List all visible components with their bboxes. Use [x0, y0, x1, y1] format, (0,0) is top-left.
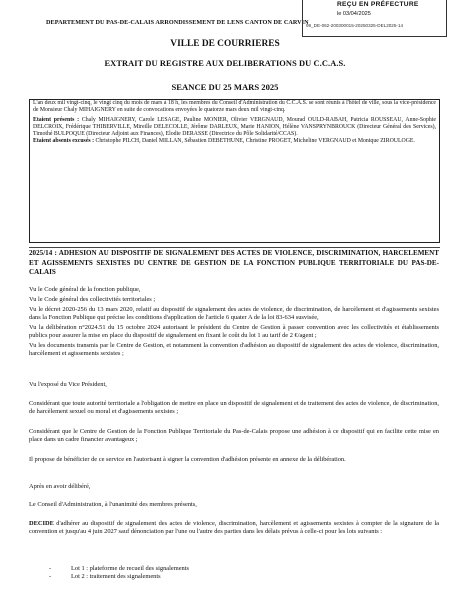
decide-label: DECIDE	[29, 520, 54, 527]
department-header: DEPARTEMENT DU PAS-DE-CALAIS ARRONDISSEMENT DE LENS CANTON DE CARVIN	[46, 19, 309, 26]
session-title: SEANCE DU 25 MARS 2025	[171, 82, 279, 92]
deliberation-subject: 2025/14 : ADHESION AU DISPOSITIF DE SIGNALEMENT DES ACTES DE VIOLENCE, DISCRIMINATION, HARCELEMENT ET AGISSEMENTS SEXISTES DU CENTRE DE GESTION DE LA FONCTION PUBLIQUE TERRITORIALE DU PAS-DE-CALAIS	[29, 249, 439, 277]
attendance-box	[29, 99, 440, 243]
stamp-reference: 99_DE-062-200300015-20250325-DEL2025-14	[306, 23, 404, 28]
vu-section	[29, 286, 439, 360]
considerant-2: Considérant que le Centre de Gestion de la Fonction Publique Territoriale du Pas-de-Calais propose une adhésion à ce dispositif qui en facilite cette mise en place dans un cadre financier avantageux ;	[29, 428, 439, 444]
lots-list	[29, 565, 439, 582]
list-item: - Lot 2 : traitement des signalements	[49, 573, 161, 581]
lot-1: Lot 1 : plateforme de recueil des signalements	[71, 565, 190, 572]
stamp-date: le 03/04/2025	[337, 11, 371, 17]
vu-item: Vu le Code général des collectivités territoriales ;	[29, 295, 156, 303]
attendance-intro: L'an deux mil vingt-cinq, le vingt cinq du mois de mars à 18 h, les membres du Conseil d'Administration du C.C.A.S. se sont réunis à l'hôtel de ville, sous la vice-présidence de Monsieur Chaly MIHAIGNERY en suite de convocations envoyées le quatorze mars deux mil vingt-cinq.	[33, 100, 436, 114]
town-title: VILLE DE COURRIERES	[170, 39, 280, 49]
list-item: - Lot 1 : plateforme de recueil des signalements	[49, 565, 190, 572]
after-deliberation: Après en avoir délibéré,	[29, 483, 91, 490]
considerant-1: Considérant que toute autorité territoriale a l'obligation de mettre en place un dispositif de signalement et de traitement des actes de violence, de discrimination, de harcèlement sexuel ou moral et d'agissements sexistes ;	[29, 400, 439, 416]
decision-paragraph	[29, 520, 439, 537]
lot-2: Lot 2 : traitement des signalements	[71, 573, 161, 581]
present-label: Etaient présents :	[33, 116, 80, 123]
vu-item: Vu les documents transmis par le Centre de Gestion, et notamment la convention d'adhésion au dispositif de signalement des actes de violence, discrimination, harcèlement et agissements sexistes ;	[29, 342, 439, 358]
excused-paragraph	[30, 138, 439, 145]
vu-item: Vu le Code général de la fonction publique,	[29, 286, 141, 293]
excused-label: Etaient absents excusés :	[33, 138, 95, 145]
vu-item: Vu la délibération n°2024.51 du 15 octobre 2024 autorisant le président du Centre de Gestion à passer convention avec les collectivités et établissements publics pour assurer la mise en place du dispositif de signalement en fixant le coût du lot 1 au tarif de 2 €/agent ;	[29, 323, 439, 340]
prefecture-stamp	[302, 0, 447, 37]
vu-president: Vu l'exposé du Vice Président,	[29, 381, 107, 388]
present-paragraph	[30, 117, 439, 139]
excused-list: Christophe PILCH, Daniel MILLAN, Sébastien DEBETHUNE, Christine PROGET, Micheline VERGNAUD et Monique ZIROULOGE.	[95, 138, 415, 145]
decide-text: d'adhérer au dispositif de signalement des actes de violence, discrimination, harcèlement et agissements sexistes à compter de la signature de la convention et jusqu'au 4 juin 2027 sauf dénonciation par l'une ou l'autre des parties dans les délais prévus à celle-ci pour les lots suivants :	[29, 520, 439, 536]
register-title: EXTRAIT DU REGISTRE AUX DELIBERATIONS DU C.C.A.S.	[104, 59, 346, 68]
present-list: Chaly MIHAIGNERY, Carole LESAGE, Pauline MONIER, Olivier VERGNAUD, Mourad OULD-RABAH, Patricia ROUSSEAU, Anne-Sophie DELCROIX, Frédérique THIBERVILLE, Mireille DELECOLLE, Jérôme DARLEUX, Marie HANION, Hélène VANSPRYNBROUCK (Directeur Général des Services), Timothé BULPOQUE (Directeur Adjoint aux Finances), Elodie DERASSE (Directrice du Pôle Solidarité/CCAS).	[33, 116, 437, 138]
divider	[29, 247, 440, 248]
stamp-title: REÇU EN PRÉFECTURE	[337, 1, 419, 8]
council-statement: Le Conseil d'Administration, à l'unanimité des membres présents,	[29, 501, 197, 508]
vu-item: Vu le décret 2020-256 du 13 mars 2020, relatif au dispositif de signalement des actes de violence, de discrimination, de harcèlement et d'agissements sexistes dans la Fonction Publique qui précise les conditions d'application de l'article 6 quater A de la loi 83-634 susvisée,	[29, 305, 439, 322]
proposal: Il propose de bénéficier de ce service en l'autorisant à signer la convention d'adhésion présente en annexe de la délibération.	[29, 456, 346, 463]
